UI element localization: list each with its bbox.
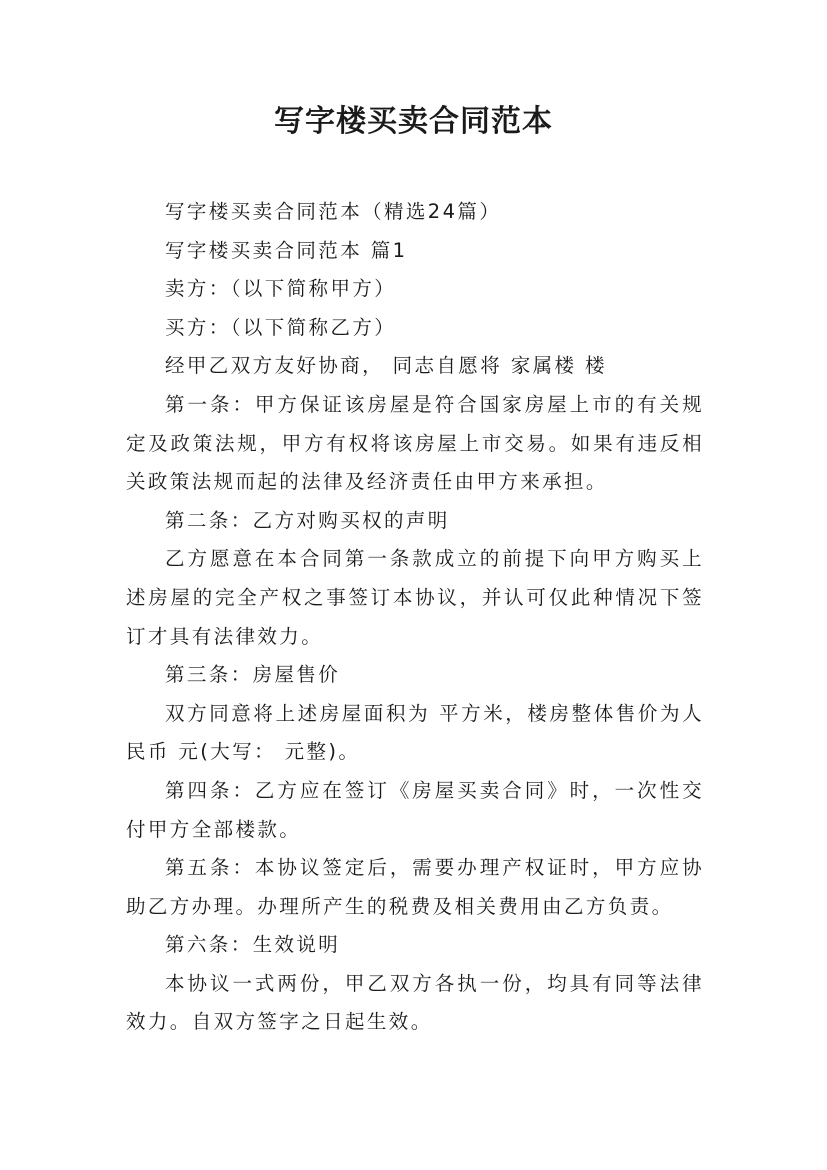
paragraph-article-2-heading: 第二条：乙方对购买权的声明: [165, 508, 450, 532]
paragraph-article-6-body: 本协议一式两份，甲乙双方各执一份，均具有同等法律效力。自双方签字之日起生效。: [126, 971, 704, 1034]
paragraph-buyer: 买方：（以下简称乙方）: [165, 315, 397, 339]
paragraph-article-6-heading: 第六条：生效说明: [165, 933, 341, 957]
paragraph-article-5: 第五条：本协议签定后，需要办理产权证时，甲方应协助乙方办理。办理所产生的税费及相关费用由乙方负责。: [126, 856, 704, 918]
document-body: [126, 193, 704, 1042]
paragraph-article-3-heading: 第三条：房屋售价: [165, 663, 341, 687]
paragraph-article-3-body: 双方同意将上述房屋面积为 平方米，楼房整体售价为人民币 元(大写： 元整)。: [126, 701, 704, 764]
document-title: 写字楼买卖合同范本: [274, 104, 553, 139]
paragraph-section-heading: 写字楼买卖合同范本 篇1: [165, 238, 408, 262]
paragraph-article-1: 第一条：甲方保证该房屋是符合国家房屋上市的有关规定及政策法规，甲方有权将该房屋上市交易。如果有违反相关政策法规而起的法律及经济责任由甲方来承担。: [126, 392, 704, 494]
paragraph-subtitle: 写字楼买卖合同范本（精选24篇）: [165, 200, 502, 223]
paragraph-article-2-body: 乙方愿意在本合同第一条款成立的前提下向甲方购买上述房屋的完全产权之事签订本协议，并认可仅此种情况下签订才具有法律效力。: [126, 547, 704, 648]
paragraph-intro: 经甲乙双方友好协商， 同志自愿将 家属楼 楼: [165, 354, 607, 378]
paragraph-article-4: 第四条：乙方应在签订《房屋买卖合同》时，一次性交付甲方全部楼款。: [126, 778, 704, 841]
paragraph-seller: 卖方：（以下简称甲方）: [165, 277, 397, 301]
